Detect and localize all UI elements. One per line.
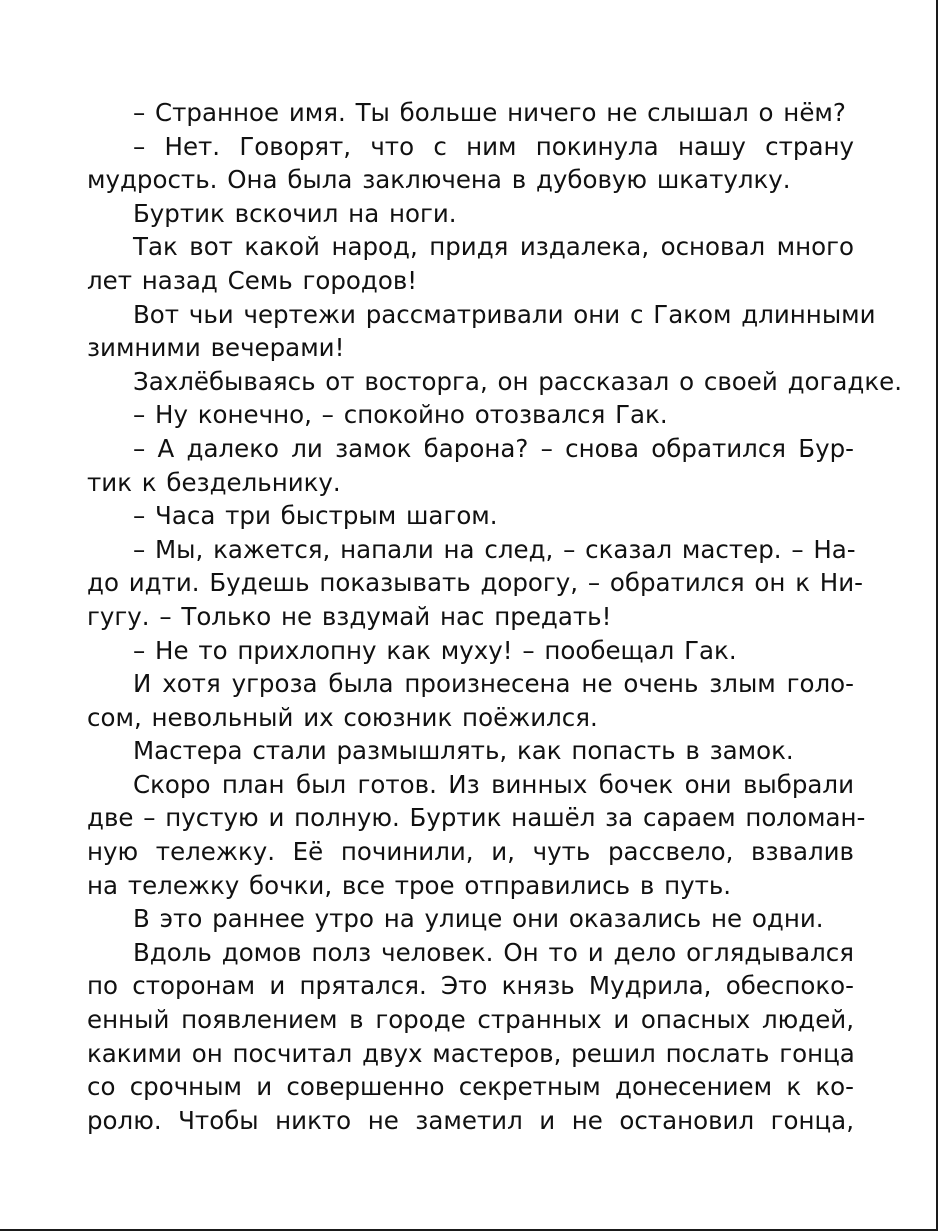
- text-line: – Нет. Говорят, что с ним покинула нашу страну: [133, 131, 854, 161]
- text-line: – Ну конечно, – спокойно отозвался Гак.: [133, 400, 668, 430]
- text-line: – Часа три быстрым шагом.: [133, 501, 498, 531]
- text-line: зимними вечерами!: [87, 333, 345, 363]
- text-line: Мастера стали размышлять, как попасть в замок.: [133, 736, 794, 766]
- text-line: Скоро план был готов. Из винных бочек они выбрали: [133, 769, 854, 799]
- text-line: гугу. – Только не вздумай нас предать!: [87, 601, 612, 631]
- text-line: – Странное имя. Ты больше ничего не слышал о нём?: [133, 98, 846, 127]
- text-line: на тележку бочки, все трое отправились в путь.: [87, 870, 732, 900]
- text-line: ролю. Чтобы никто не заметил и не остановил гонца,: [87, 1105, 854, 1135]
- text-line: тик к бездельнику.: [87, 467, 341, 497]
- text-line: ную тележку. Её починили, и, чуть рассвело, взвалив: [87, 837, 854, 867]
- text-line: В это раннее утро на улице они оказались не одни.: [133, 904, 824, 934]
- text-line: до идти. Будешь показывать дорогу, – обратился он к Ни-: [87, 568, 863, 598]
- text-line: сом, невольный их союзник поёжился.: [87, 702, 598, 732]
- text-line: какими он посчитал двух мастеров, решил послать гонца: [87, 1038, 855, 1068]
- text-line: Вот чьи чертежи рассматривали они с Гаком длинными: [133, 299, 876, 329]
- text-line: по сторонам и прятался. Это князь Мудрила, обеспоко-: [87, 971, 854, 1001]
- text-line: Вдоль домов полз человек. Он то и дело оглядывался: [133, 937, 854, 967]
- text-line: две – пустую и полную. Буртик нашёл за сараем поломан-: [87, 803, 866, 833]
- text-line: – Не то прихлопну как муху! – пообещал Гак.: [133, 635, 737, 665]
- text-line: Захлёбываясь от восторга, он рассказал о своей догадке.: [133, 366, 902, 396]
- text-line: – Мы, кажется, напали на след, – сказал мастер. – На-: [133, 534, 856, 564]
- page-text: [87, 96, 902, 1137]
- text-line: енный появлением в городе странных и опасных людей,: [87, 1005, 854, 1035]
- text-line: – А далеко ли замок барона? – снова обратился Бур-: [133, 433, 854, 463]
- text-line: И хотя угроза была произнесена не очень злым голо-: [133, 669, 854, 699]
- text-line: Буртик вскочил на ноги.: [133, 198, 457, 228]
- text-line: Так вот какой народ, придя издалека, основал много: [133, 232, 854, 262]
- text-line: со срочным и совершенно секретным донесением к ко-: [87, 1072, 854, 1102]
- text-line: мудрость. Она была заключена в дубовую шкатулку.: [87, 165, 791, 195]
- text-line: лет назад Семь городов!: [87, 265, 418, 295]
